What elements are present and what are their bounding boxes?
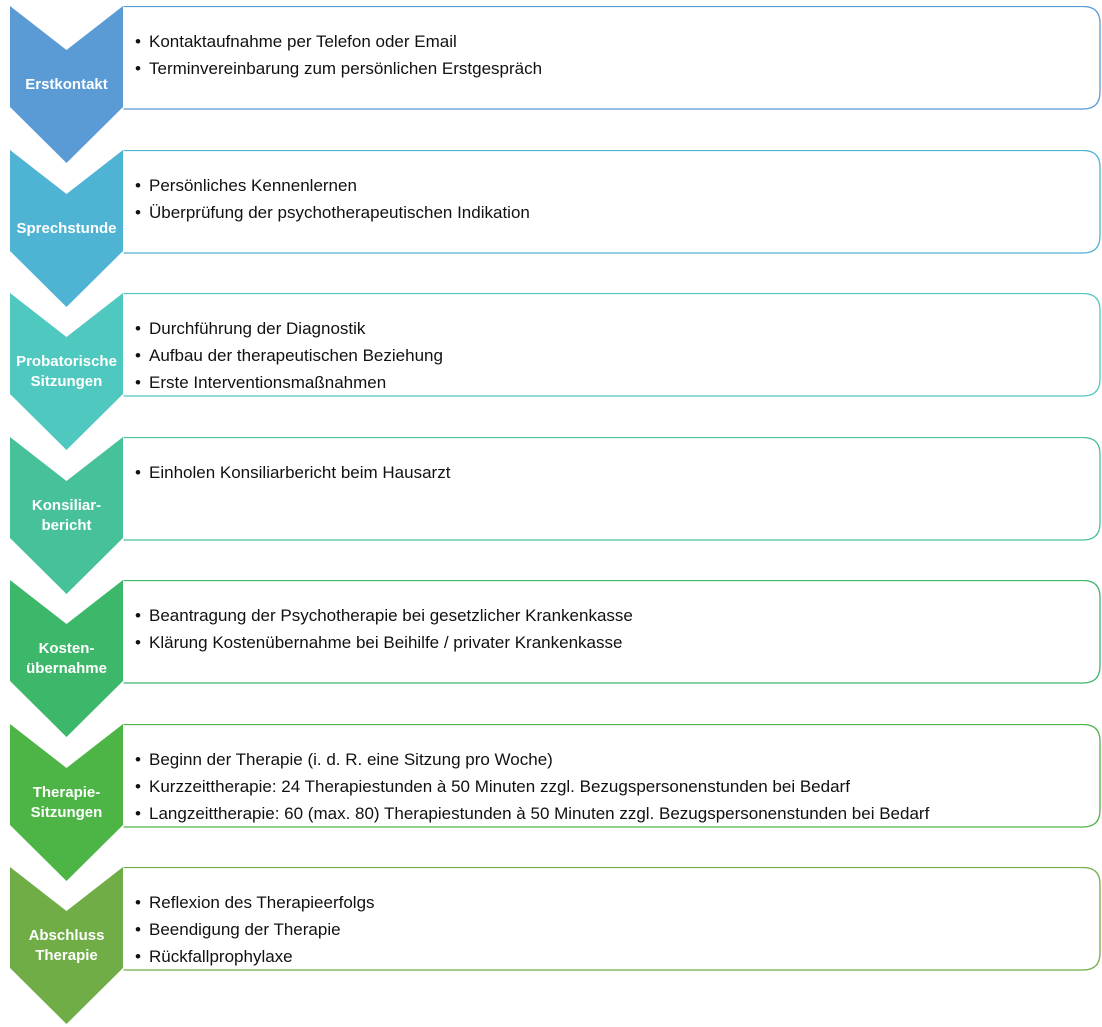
bullet-item bbox=[135, 746, 929, 773]
bullet-item bbox=[135, 916, 375, 943]
bullet-item bbox=[135, 800, 929, 827]
step-title bbox=[10, 485, 123, 547]
bullet-item bbox=[135, 199, 530, 226]
bullet-text: Reflexion des Therapieerfolgs bbox=[149, 893, 375, 912]
step-title bbox=[10, 915, 123, 977]
step-bullet-list bbox=[135, 889, 375, 970]
process-step bbox=[0, 150, 1102, 310]
step-title bbox=[10, 54, 123, 116]
step-title bbox=[10, 341, 123, 403]
process-step bbox=[0, 580, 1102, 740]
bullet-icon: • bbox=[135, 606, 141, 625]
step-detail-box bbox=[123, 293, 1100, 397]
bullet-text: Beginn der Therapie (i. d. R. eine Sitzung pro Woche) bbox=[149, 749, 553, 769]
bullet-icon: • bbox=[135, 776, 141, 796]
step-bullet-list bbox=[135, 172, 530, 226]
bullet-icon: • bbox=[135, 803, 141, 823]
bullet-text: Durchführung der Diagnostik bbox=[149, 319, 366, 338]
bullet-icon: • bbox=[135, 319, 141, 338]
bullet-text: Aufbau der therapeutischen Beziehung bbox=[149, 346, 443, 365]
process-step bbox=[0, 437, 1102, 597]
bullet-icon: • bbox=[135, 202, 141, 222]
bullet-text: Langzeittherapie: 60 (max. 80) Therapiestunden à 50 Minuten zzgl. Bezugspersonenstunden bei Bedarf bbox=[149, 803, 930, 823]
bullet-text: Überprüfung der psychotherapeutischen Indikation bbox=[149, 202, 530, 222]
step-bullet-list bbox=[135, 28, 542, 82]
step-bullet-list bbox=[135, 746, 929, 827]
bullet-text: Beendigung der Therapie bbox=[149, 920, 341, 939]
step-title-text: Probatorische Sitzungen bbox=[16, 353, 117, 390]
process-step bbox=[0, 867, 1102, 1027]
bullet-text: Kurzzeittherapie: 24 Therapiestunden à 50 Minuten zzgl. Bezugspersonenstunden bei Bedarf bbox=[149, 776, 850, 796]
bullet-text: Beantragung der Psychotherapie bei gesetzlicher Krankenkasse bbox=[149, 606, 633, 625]
step-title-text: Sprechstunde bbox=[16, 219, 117, 237]
bullet-text: Terminvereinbarung zum persönlichen Erstgespräch bbox=[149, 59, 543, 78]
bullet-item bbox=[135, 602, 633, 629]
step-title bbox=[10, 772, 123, 834]
step-title-text: Kosten- übernahme bbox=[26, 640, 107, 677]
bullet-text: Persönliches Kennenlernen bbox=[149, 175, 357, 195]
bullet-item bbox=[135, 28, 542, 55]
bullet-icon: • bbox=[135, 346, 141, 365]
bullet-icon: • bbox=[135, 947, 141, 966]
process-step bbox=[0, 293, 1102, 453]
bullet-text: Einholen Konsiliarbericht beim Hausarzt bbox=[149, 462, 451, 482]
bullet-item bbox=[135, 55, 542, 82]
step-bullet-list bbox=[135, 315, 443, 396]
step-title bbox=[10, 628, 123, 690]
step-detail-box bbox=[123, 150, 1100, 254]
bullet-item bbox=[135, 315, 443, 342]
step-title-text: Erstkontakt bbox=[25, 76, 108, 93]
step-detail-box bbox=[123, 437, 1100, 541]
process-step bbox=[0, 6, 1102, 166]
bullet-text: Erste Interventionsmaßnahmen bbox=[149, 373, 387, 392]
step-detail-box bbox=[123, 6, 1100, 110]
bullet-icon: • bbox=[135, 373, 141, 392]
bullet-icon: • bbox=[135, 749, 141, 769]
bullet-item bbox=[135, 369, 443, 396]
detail-box-outline bbox=[123, 437, 1102, 541]
bullet-icon: • bbox=[135, 920, 141, 939]
bullet-icon: • bbox=[135, 59, 141, 78]
bullet-icon: • bbox=[135, 462, 141, 482]
bullet-item bbox=[135, 629, 633, 656]
bullet-icon: • bbox=[135, 175, 141, 195]
bullet-item bbox=[135, 172, 530, 199]
bullet-item bbox=[135, 943, 375, 970]
bullet-icon: • bbox=[135, 633, 141, 652]
step-title-text: Konsiliar- bericht bbox=[31, 496, 102, 534]
bullet-item bbox=[135, 889, 375, 916]
process-step bbox=[0, 724, 1102, 884]
bullet-item bbox=[135, 342, 443, 369]
bullet-text: Rückfallprophylaxe bbox=[149, 947, 293, 966]
step-detail-box bbox=[123, 867, 1100, 971]
step-title-text: Abschluss Therapie bbox=[28, 927, 105, 964]
bullet-icon: • bbox=[135, 32, 141, 51]
step-title bbox=[10, 198, 123, 260]
step-detail-box bbox=[123, 724, 1100, 828]
bullet-item bbox=[135, 773, 929, 800]
bullet-text: Klärung Kostenübernahme bei Beihilfe / privater Krankenkasse bbox=[149, 633, 623, 652]
step-bullet-list bbox=[135, 459, 450, 486]
bullet-item bbox=[135, 459, 450, 486]
bullet-text: Kontaktaufnahme per Telefon oder Email bbox=[149, 32, 457, 51]
step-detail-box bbox=[123, 580, 1100, 684]
step-title-text: Therapie- Sitzungen bbox=[30, 783, 103, 821]
step-bullet-list bbox=[135, 602, 633, 656]
bullet-icon: • bbox=[135, 893, 141, 912]
detail-box-border bbox=[124, 437, 1101, 540]
